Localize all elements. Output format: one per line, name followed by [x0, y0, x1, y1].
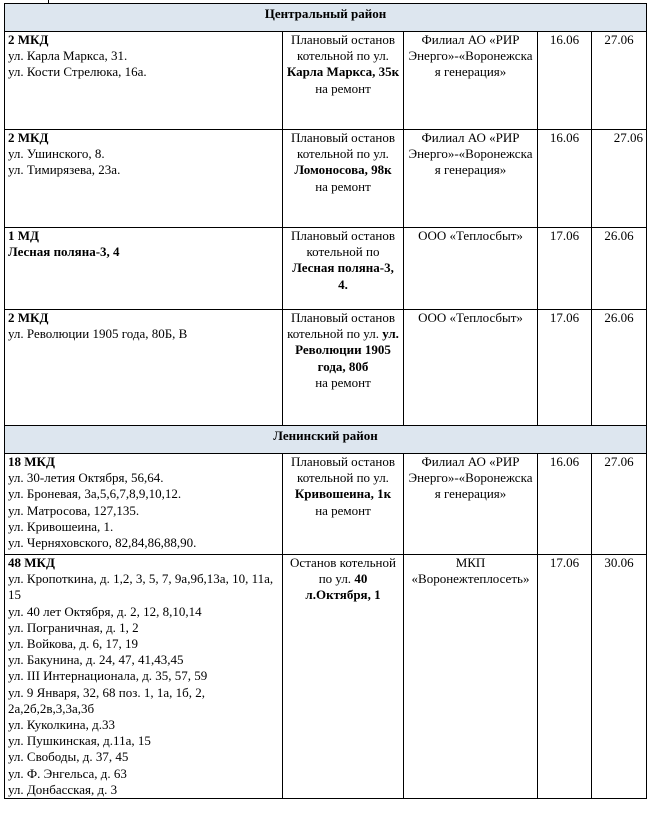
district-header-leninsky [5, 426, 647, 454]
start-date: 17.06 [538, 228, 592, 310]
start-date: 17.06 [538, 555, 592, 799]
reason-cell [283, 32, 404, 130]
boiler-address: Ломоносова, 98к [294, 162, 392, 178]
district-header-central [5, 4, 647, 32]
table-row [5, 310, 647, 426]
boiler-address: 40 л.Октября, 1 [305, 571, 381, 603]
organization-cell: Филиал АО «РИР Энерго»-«Воронежская генерация» [404, 130, 538, 228]
reason-cell [283, 555, 404, 799]
end-date: 30.06 [592, 555, 647, 799]
boiler-address: Карла Маркса, 35к [286, 64, 400, 80]
end-date: 27.06 [592, 32, 647, 130]
address-cell [5, 454, 283, 555]
start-date: 16.06 [538, 32, 592, 130]
address-line: ул. Донбасская, д. 3 [8, 781, 118, 797]
building-count: 1 МД [8, 228, 39, 243]
table-row [5, 454, 647, 555]
building-count: 2 МКД [8, 310, 49, 325]
address-line: ул. Бакунина, д. 24, 47, 41,43,45 [8, 652, 184, 668]
reason-suffix: на ремонт [315, 502, 371, 518]
address-line: ул. III Интернационала, д. 35, 57, 59 [8, 668, 208, 684]
reason-cell [283, 228, 404, 310]
address-line: ул. 9 Января, 32, 68 поз. 1, 1а, 1б, 2, 2а,2б,2в,3,3а,3б [8, 684, 205, 716]
address-line: ул. Тимирязева, 23а. [8, 162, 121, 178]
start-date: 16.06 [538, 454, 592, 555]
address-line: ул. Свободы, д. 37, 45 [8, 749, 129, 765]
reason-text: Плановый останов котельной по ул. [291, 130, 395, 162]
end-date: 27.06 [592, 130, 647, 228]
district-name: Ленинский район [5, 426, 647, 454]
reason-suffix: на ремонт [315, 374, 371, 390]
building-count: 2 МКД [8, 32, 49, 47]
organization-cell: ООО «Теплосбыт» [404, 228, 538, 310]
address-line: ул. Кропоткина, д. 1,2, 3, 5, 7, 9а,9б,13а, 10, 11а, 15 [8, 571, 274, 603]
end-date: 26.06 [592, 228, 647, 310]
address-cell [5, 310, 283, 426]
reason-suffix: на ремонт [315, 178, 371, 194]
address-cell [5, 555, 283, 799]
building-count: 48 МКД [8, 555, 55, 570]
address-line: ул. 40 лет Октября, д. 2, 12, 8,10,14 [8, 603, 202, 619]
reason-text: Плановый останов котельной по ул. [291, 454, 395, 486]
boiler-address: Лесная поляна-3, 4. [292, 260, 394, 292]
reason-text: Плановый останов котельной по ул. [291, 32, 395, 64]
address-line: ул. Броневая, 3а,5,6,7,8,9,10,12. [8, 486, 182, 502]
reason-text: Останов котельной по ул. [290, 555, 396, 587]
address-line: ул. Пограничная, д. 1, 2 [8, 619, 139, 635]
table-row [5, 555, 647, 799]
reason-cell [283, 310, 404, 426]
table-row [5, 228, 647, 310]
address-cell [5, 32, 283, 130]
district-name: Центральный район [5, 4, 647, 32]
address-line: ул. Матросова, 127,135. [8, 502, 140, 518]
reason-cell [283, 454, 404, 555]
address-line: ул. Войкова, д. 6, 17, 19 [8, 636, 139, 652]
outage-table [4, 3, 647, 799]
address-line: ул. Кривошеина, 1. [8, 518, 114, 534]
building-count: 2 МКД [8, 130, 49, 145]
reason-cell [283, 130, 404, 228]
address-line: ул. Черняховского, 82,84,86,88,90. [8, 535, 197, 551]
end-date: 27.06 [592, 454, 647, 555]
reason-text: Плановый останов котельной по [291, 228, 395, 260]
organization-cell: ООО «Теплосбыт» [404, 310, 538, 426]
address-line: ул. 30-летия Октября, 56,64. [8, 470, 164, 486]
table-row [5, 130, 647, 228]
address-line: ул. Ушинского, 8. [8, 146, 105, 162]
reason-text: Плановый останов котельной по ул. [287, 310, 395, 342]
organization-cell: Филиал АО «РИР Энерго»-«Воронежская генерация» [404, 32, 538, 130]
building-count: 18 МКД [8, 454, 55, 469]
boiler-address: Кривошеина, 1к [294, 486, 392, 502]
start-date: 17.06 [538, 310, 592, 426]
organization-cell: Филиал АО «РИР Энерго»-«Воронежская генерация» [404, 454, 538, 555]
address-line: ул. Куколкина, д.33 [8, 717, 115, 733]
table-row [5, 32, 647, 130]
end-date: 26.06 [592, 310, 647, 426]
start-date: 16.06 [538, 130, 592, 228]
address-line: ул. Карла Маркса, 31. [8, 48, 128, 64]
address-line: ул. Революции 1905 года, 80Б, В [8, 326, 188, 342]
reason-suffix: на ремонт [315, 80, 371, 96]
address-cell [5, 130, 283, 228]
boiler-address: ул. Революции 1905 года, 80б [295, 326, 399, 374]
organization-cell: МКП «Воронежтеплосеть» [404, 555, 538, 799]
address-line: Лесная поляна-3, 4 [8, 244, 120, 260]
address-line: ул. Пушкинская, д.11а, 15 [8, 733, 151, 749]
address-cell [5, 228, 283, 310]
address-line: ул. Кости Стрелюка, 16а. [8, 64, 147, 80]
address-line: ул. Ф. Энгельса, д. 63 [8, 765, 127, 781]
